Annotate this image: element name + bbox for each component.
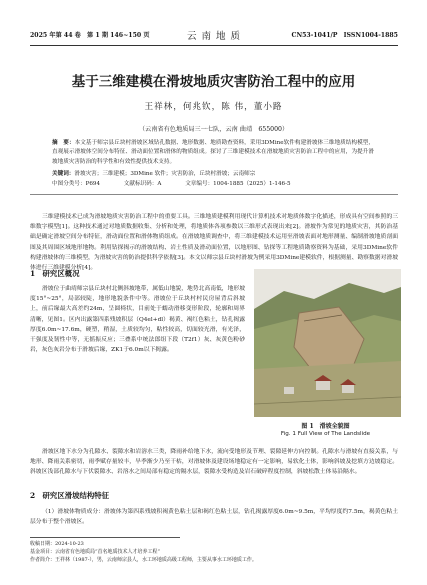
keywords xyxy=(52,169,374,177)
footnote-author-bio: 作者简介：王祥林（1987-），男，云南师宗县人，水工环地质高级工程师，主要从事水工环地质工作。 xyxy=(30,557,257,563)
landslide-photo-illustration xyxy=(254,269,401,417)
section-2-paragraph-1: （1）滑坡体物质成分：滑坡体为第四系残坡积褐黄色粘土层和褐红色粘土层，钻孔揭露厚度6.0m~9.5m，平均厚度约7.5m，褐黄色粘土层分布于整个滑坡区。 xyxy=(30,509,398,526)
abstract-separator xyxy=(30,194,398,195)
section-1-paragraph-2: 滑坡区地下水分为孔隙水、裂隙水和岩溶水三类，降雨补给地下水，流向受地形及节理、裂隙延伸方向控制。孔隙水与滑坡有直接关系，与地形、降雨关系密切，雨季赋存量较丰，旱季渐少乃至干枯，对滑坡体及建设场地稳定有一定影响，易软化土体，影响斜坡及挖填方边坡稳定。斜坡区浅部孔隙水与下伏裂隙水、岩溶水之间局部有稳定的隔水层，裂隙水受构造及岩石破碎程度控制，斜坡松散土体易沿隔水。 xyxy=(30,449,398,476)
footnote-received: 收稿日期：2024-10-23 xyxy=(30,541,84,547)
footnote-fund: 基金项目：云南省有色地质局“首名地质技术人才培养工程” xyxy=(30,549,161,555)
abstract xyxy=(52,139,374,167)
journal-issue: 2025 年第 44 卷 第 1 期 146~150 页 xyxy=(30,32,150,39)
figure-1-caption-english: Fig. 1 Full View of The Landslide xyxy=(280,431,371,437)
landslide-photo xyxy=(254,269,401,417)
paper-title: 基于三维建模在滑坡地质灾害防治工程中的应用 xyxy=(71,74,356,90)
header-rule xyxy=(30,45,398,46)
keywords-text: 滑坡灾害；三维建模；3DMine 软件；灾害防治，丘块村滑坡；云南师宗 xyxy=(74,171,256,177)
classification-line xyxy=(52,179,374,187)
article-number: 文章编号：1004-1885（2025）1-146-5 xyxy=(185,181,291,187)
running-header xyxy=(30,18,398,48)
document-code: 文献标识码：A xyxy=(123,181,162,187)
section-1-heading: 1 研究区概况 xyxy=(30,269,80,278)
section-1-paragraph-1: 滑坡位于曲靖师宗县丘块村北侧斜坡地带，属低山地貌，地势北高南低，地形坡度15°~25°，局部较陡，地形地貌条件中等。滑坡位于丘块村村民房屋背后斜坡上，前后缘最大高差约24m，呈圆椅状，目前处于蠕动滑移变形阶段，轮廓和周界清晰，见图1。区内出露第四系残坡积层（Q4el+dl）褐黄、褐红色粘土，钻孔揭露厚度6.0m~17.6m，硬塑，稍湿，土质较均匀，粘性较高，切面较光滑，有光泽，干强度及韧性中等，无摇振反应；三叠系中统法郎组下段（T2f1）灰、灰黄色粉砂岩，灰色灰岩分布于滑坡后缘，ZK1于6.0m以下揭露。 xyxy=(30,286,245,354)
affiliation: （云南省有色地质局三一七队，云南 曲靖 655000） xyxy=(138,126,289,133)
author-list: 王祥林，何兆钦，陈 伟，董小路 xyxy=(144,102,283,112)
clc-number: 中图分类号：P694 xyxy=(52,181,101,187)
journal-name: 云 南 地 质 xyxy=(186,31,242,42)
abstract-text: 本文基于师宗县丘块村滑坡区域钻孔数据、地形数据、地质勘查资料，采用3DMine软件构建滑坡体三维地质结构模型，直观展示滑坡体空间分布特征、滑动面位置和滑体的物质组成。探讨了三维建模技术在滑坡地质灾害防治工程中的应用，为提升滑坡地质灾害防治的科学性和有效性提供技术支持。 xyxy=(52,140,374,165)
section-2-heading: 2 研究区滑坡结构特征 xyxy=(30,491,110,500)
footnote-rule xyxy=(30,537,180,538)
keywords-label: 关键词： xyxy=(52,171,75,177)
introduction-paragraph: 三维建模技术已成为滑坡地质灾害防治工程中的重要工具。三维地质建模利用现代计算机技术对地质体数字化描述，形成具有空间参照的三维数字模型[1]。这种技术通过对地质数据收集、分析和处理，将地质体各项参数以三维形式表现出来[2]。滑坡作为常见的地质灾害，其防治基础是确定滑坡空间分布特征，滑动面位置和滑体物质组成。在滑坡地质调查中，将三维建模技术运用至滑坡表面对地形测量、编制滑坡地质剖面图及其周围区域地形地物。利用钻探揭示的滑坡结构、岩土性质及滑动面位置，以地形图、钻探等工程地质勘察资料为基础，采用3DMine软件构建滑坡体的三维模型，为滑坡灾害的防治提供科学依据[3]。本文以师宗县丘块村滑坡为例采用3DMine建模软件，根据测量、勘察数据对滑坡体进行三维建模分析[4]。 xyxy=(30,214,398,272)
abstract-label: 摘 要： xyxy=(52,140,75,146)
journal-codes: CN53-1041/P ISSN1004-1885 xyxy=(291,32,398,39)
figure-1-caption: 图 1 滑坡全貌图 xyxy=(301,423,350,430)
